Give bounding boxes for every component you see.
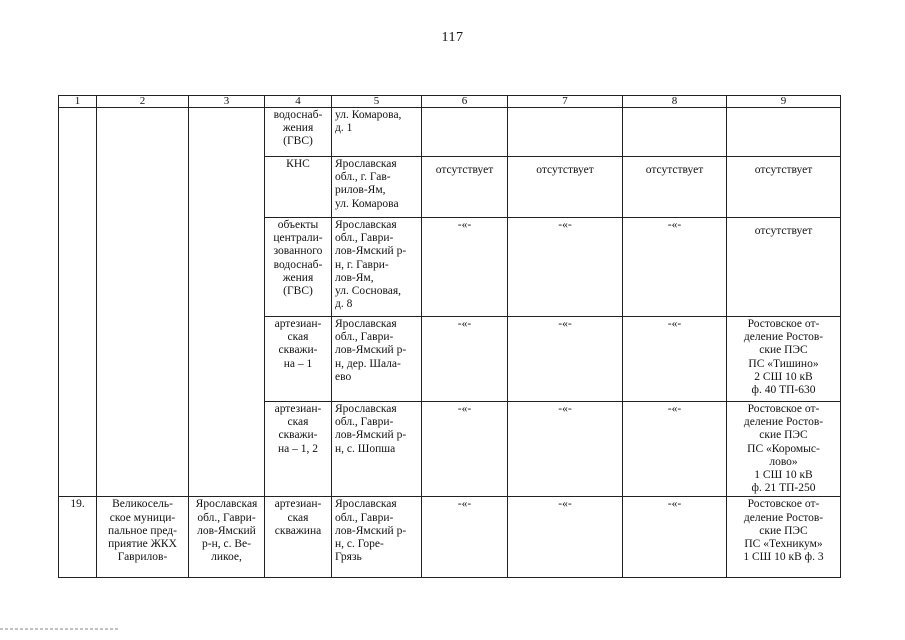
cell-6 <box>422 317 508 402</box>
org-address-cell <box>189 497 265 578</box>
cell-7 <box>508 402 623 497</box>
object-name-cell <box>265 497 332 578</box>
object-address-text: Ярославская обл., Гаври- лов-Ямский р- н, дер. Шала- ево <box>335 318 407 383</box>
ditto-mark: -«- <box>667 318 682 330</box>
cell-7 <box>508 497 623 578</box>
organization-text: Великосель- ское муници- пальное пред- приятие ЖКХ Гаврилов- <box>108 498 177 564</box>
object-address-cell <box>332 317 422 402</box>
ditto-mark: -«- <box>457 498 472 511</box>
object-address-cell <box>332 218 422 317</box>
row-number-cell-empty <box>59 108 97 497</box>
table-row <box>59 497 841 578</box>
ditto-mark: -«- <box>667 403 682 415</box>
ditto-mark: -«- <box>667 219 682 231</box>
status-text: отсутствует <box>645 164 704 176</box>
status-text: отсутствует <box>536 164 594 176</box>
object-address-text: Ярославская обл., Гаври- лов-Ямский р- н, с. Горе- Грязь <box>335 498 407 564</box>
object-name-text: водоснаб- жения (ГВС) <box>273 109 323 148</box>
object-address-text: ул. Комарова, д. 1 <box>335 109 402 135</box>
status-text: отсутствует <box>754 164 813 176</box>
cell-9 <box>727 157 841 218</box>
object-name-text: объекты централи- зованного водоснаб- жения (ГВС) <box>273 219 323 298</box>
status-text: отсутствует <box>435 164 494 176</box>
object-name-cell <box>265 402 332 497</box>
object-address-text: Ярославская обл., г. Гав- рилов-Ям, ул. Комарова <box>335 158 399 210</box>
row-number-cell <box>59 497 97 578</box>
object-name-text: артезиан- ская скважи- на – 1, 2 <box>274 403 322 455</box>
table-row <box>59 108 841 157</box>
cell-8 <box>623 218 727 317</box>
power-supply-cell <box>727 317 841 402</box>
cell-6 <box>422 157 508 218</box>
cell-6 <box>422 402 508 497</box>
infrastructure-table <box>58 95 841 578</box>
cell-7 <box>508 218 623 317</box>
object-address-cell <box>332 497 422 578</box>
object-address-cell <box>332 108 422 157</box>
org-address-text: Ярославская обл., Гаври- лов-Ямский р-н, с. Ве- ликое, <box>195 498 258 564</box>
object-address-text: Ярославская обл., Гаври- лов-Ямский р- н, г. Гаври- лов-Ям, ул. Сосновая, д. 8 <box>335 219 407 311</box>
power-supply-text: Ростовское от- деление Ростов- ские ПЭС ПС «Коромыс- лово» 1 СШ 10 кВ ф. 21 ТП-250 <box>743 403 824 495</box>
object-name-cell <box>265 157 332 218</box>
column-header-9: 9 <box>727 96 841 108</box>
cell-8 <box>623 402 727 497</box>
organization-cell-empty <box>97 108 189 497</box>
cell-7 <box>508 317 623 402</box>
cell-6 <box>422 108 508 157</box>
cell-9 <box>727 218 841 317</box>
cell-8 <box>623 497 727 578</box>
column-header-3: 3 <box>189 96 265 108</box>
object-name-text: артезиан- ская скважи- на – 1 <box>274 318 322 370</box>
object-name-cell <box>265 108 332 157</box>
ditto-mark: -«- <box>457 219 472 231</box>
cell-8 <box>623 157 727 218</box>
object-address-cell <box>332 402 422 497</box>
column-header-6: 6 <box>422 96 508 108</box>
ditto-mark: -«- <box>457 318 472 330</box>
cell-7 <box>508 157 623 218</box>
column-header-7: 7 <box>508 96 623 108</box>
page-number: 117 <box>441 30 464 45</box>
row-number: 19. <box>70 498 85 511</box>
cell-6 <box>422 218 508 317</box>
object-name-text: артезиан- ская скважина <box>274 498 322 537</box>
cell-8 <box>623 317 727 402</box>
org-address-cell-empty <box>189 108 265 497</box>
column-header-2: 2 <box>97 96 189 108</box>
ditto-mark: -«- <box>457 403 472 415</box>
power-supply-text: Ростовское от- деление Ростов- ские ПЭС ПС «Тишино» 2 СШ 10 кВ ф. 40 ТП-630 <box>743 318 824 397</box>
column-header-5: 5 <box>332 96 422 108</box>
header-row <box>59 96 841 108</box>
cell-6 <box>422 497 508 578</box>
object-address-cell <box>332 157 422 218</box>
ditto-mark: -«- <box>558 498 572 511</box>
cell-7 <box>508 108 623 157</box>
column-header-1: 1 <box>59 96 97 108</box>
object-name-cell <box>265 317 332 402</box>
scan-artifact-line <box>0 628 120 630</box>
object-address-text: Ярославская обл., Гаври- лов-Ямский р- н, с. Шопша <box>335 403 407 455</box>
organization-cell <box>97 497 189 578</box>
column-header-4: 4 <box>265 96 332 108</box>
object-name-cell <box>265 218 332 317</box>
cell-9 <box>727 108 841 157</box>
power-supply-text: Ростовское от- деление Ростов- ские ПЭС ПС «Техникум» 1 СШ 10 кВ ф. 3 <box>743 498 824 564</box>
object-name-text: КНС <box>286 158 310 170</box>
cell-8 <box>623 108 727 157</box>
column-header-8: 8 <box>623 96 727 108</box>
ditto-mark: -«- <box>667 498 682 511</box>
ditto-mark: -«- <box>558 219 572 231</box>
power-supply-cell <box>727 497 841 578</box>
ditto-mark: -«- <box>558 403 572 415</box>
power-supply-cell <box>727 402 841 497</box>
status-text: отсутствует <box>754 225 813 237</box>
ditto-mark: -«- <box>558 318 572 330</box>
